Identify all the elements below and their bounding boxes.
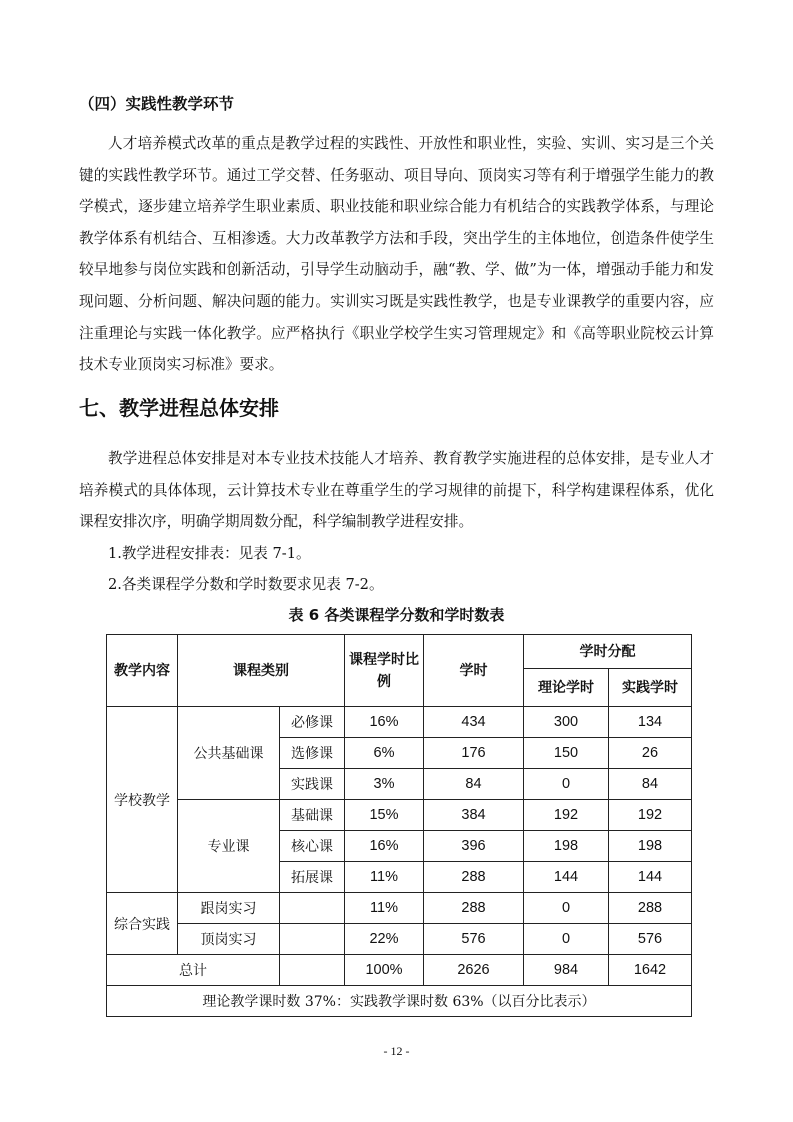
cell-ratio: 11% xyxy=(345,893,424,924)
table-note-row xyxy=(107,986,692,1017)
cell-theory: 300 xyxy=(524,707,609,738)
cell-practice: 144 xyxy=(609,862,692,893)
header-theory: 理论学时 xyxy=(524,669,609,707)
cell-ratio: 3% xyxy=(345,769,424,800)
section-paragraph: 人才培养模式改革的重点是教学过程的实践性、开放性和职业性，实验、实训、实习是三个关键的实践性教学环节。通过工学交替、任务驱动、项目导向、顶岗实习等有利于增强学生能力的教学模式，逐步建立培养学生职业素质、职业技能和职业综合能力有机结合的实践教学体系，与理论教学体系有机结合、互相渗透。大力改革教学方法和手段，突出学生的主体地位，创造条件使学生较早地参与岗位实践和创新活动，引导学生动脑动手，融“教、学、做”为一体，增强动手能力和发现问题、分析问题、解决问题的能力。实训实习既是实践性教学，也是专业课教学的重要内容，应注重理论与实践一体化教学。应严格执行《职业学校学生实习管理规定》和《高等职业院校云计算技术专业顶岗实习标准》要求。 xyxy=(79,135,714,374)
total-practice: 1642 xyxy=(609,955,692,986)
cell-ratio: 11% xyxy=(345,862,424,893)
section-heading: （四）实践性教学环节 xyxy=(79,95,235,113)
header-practice: 实践学时 xyxy=(609,669,692,707)
cell-theory: 0 xyxy=(524,893,609,924)
cell-hours: 288 xyxy=(424,862,524,893)
cell-ratio: 16% xyxy=(345,707,424,738)
cell-empty xyxy=(280,924,345,955)
cell-practice: 576 xyxy=(609,924,692,955)
total-label: 总计 xyxy=(107,955,280,986)
cell-practice: 288 xyxy=(609,893,692,924)
cell-theory: 192 xyxy=(524,800,609,831)
cell-hours: 576 xyxy=(424,924,524,955)
table-row xyxy=(107,924,692,955)
cell-type: 实践课 xyxy=(280,769,345,800)
table-note: 理论教学课时数 37%：实践教学课时数 63%（以百分比表示） xyxy=(107,986,692,1017)
cell-practice: 26 xyxy=(609,738,692,769)
cell-theory: 150 xyxy=(524,738,609,769)
cell-type: 顶岗实习 xyxy=(178,924,280,955)
cell-theory: 198 xyxy=(524,831,609,862)
group-major: 专业课 xyxy=(178,800,280,893)
cell-type: 跟岗实习 xyxy=(178,893,280,924)
group-internship: 综合实践 xyxy=(107,893,178,955)
cell-theory: 0 xyxy=(524,924,609,955)
cell-practice: 192 xyxy=(609,800,692,831)
page-number: - 12 - xyxy=(383,1044,410,1058)
cell-ratio: 15% xyxy=(345,800,424,831)
group-school: 学校教学 xyxy=(107,707,178,893)
chapter-paragraph: 教学进程总体安排是对本专业技术技能人才培养、教育教学实施进程的总体安排，是专业人才培养模式的具体体现，云计算技术专业在尊重学生的学习规律的前提下，科学构建课程体系，优化课程安排次序，明确学期周数分配，科学编制教学进程安排。 xyxy=(79,450,714,531)
cell-type: 必修课 xyxy=(280,707,345,738)
header-distribution: 学时分配 xyxy=(524,635,692,669)
cell-hours: 396 xyxy=(424,831,524,862)
table-row xyxy=(107,800,692,831)
list-item-1: 1.教学进程安排表：见表 7-1。 xyxy=(108,545,311,562)
table-row xyxy=(107,707,692,738)
header-ratio: 课程学时比例 xyxy=(345,635,424,707)
cell-hours: 288 xyxy=(424,893,524,924)
cell-empty xyxy=(280,893,345,924)
cell-type: 基础课 xyxy=(280,800,345,831)
cell-ratio: 16% xyxy=(345,831,424,862)
cell-practice: 198 xyxy=(609,831,692,862)
total-hours: 2626 xyxy=(424,955,524,986)
total-ratio: 100% xyxy=(345,955,424,986)
cell-hours: 384 xyxy=(424,800,524,831)
cell-theory: 144 xyxy=(524,862,609,893)
cell-type: 核心课 xyxy=(280,831,345,862)
header-content: 教学内容 xyxy=(107,635,178,707)
hours-table xyxy=(106,634,692,1017)
cell-hours: 434 xyxy=(424,707,524,738)
total-theory: 984 xyxy=(524,955,609,986)
cell-empty xyxy=(280,955,345,986)
group-public: 公共基础课 xyxy=(178,707,280,800)
table-row xyxy=(107,893,692,924)
cell-type: 选修课 xyxy=(280,738,345,769)
chapter-heading: 七、教学进程总体安排 xyxy=(79,396,279,420)
header-category: 课程类别 xyxy=(178,635,345,707)
table-total-row xyxy=(107,955,692,986)
cell-theory: 0 xyxy=(524,769,609,800)
table-caption: 表 6 各类课程学分数和学时数表 xyxy=(288,606,505,624)
cell-ratio: 22% xyxy=(345,924,424,955)
cell-ratio: 6% xyxy=(345,738,424,769)
cell-hours: 84 xyxy=(424,769,524,800)
cell-practice: 84 xyxy=(609,769,692,800)
cell-type: 拓展课 xyxy=(280,862,345,893)
list-item-2: 2.各类课程学分数和学时数要求见表 7-2。 xyxy=(108,576,384,593)
header-hours: 学时 xyxy=(424,635,524,707)
cell-practice: 134 xyxy=(609,707,692,738)
cell-hours: 176 xyxy=(424,738,524,769)
